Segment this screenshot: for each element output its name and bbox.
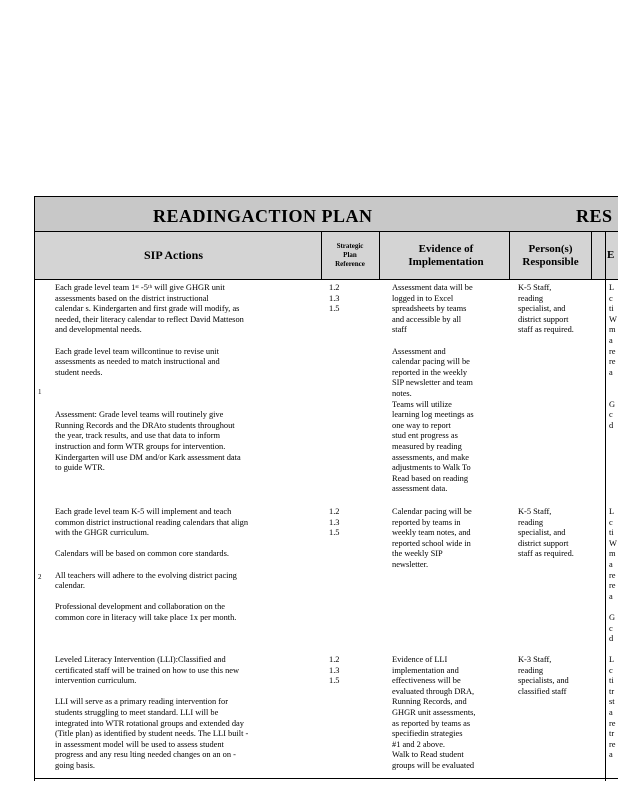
sip-action-text-line: student needs. — [55, 367, 103, 377]
evidence-text-line: specifiedin strategies — [392, 729, 463, 739]
evidence-text-line: spreadsheets by teams — [392, 304, 467, 314]
column-header-row — [35, 232, 618, 280]
cut-off-column-text-line: st — [609, 697, 615, 707]
sip-action-text-cell — [55, 507, 248, 624]
sip-action-text-line: Calendars will be based on common core standards. — [55, 549, 229, 559]
cut-off-column-text-line: re — [609, 739, 616, 749]
header-strategic-line: Plan — [343, 251, 357, 259]
cut-off-column-text-line: ti — [609, 304, 614, 314]
evidence-text-line: GHGR unit assessments, — [392, 707, 476, 717]
sip-action-text-line: Assessment: Grade level teams will routinely give — [55, 410, 224, 420]
sip-action-text-line: Professional development and collaboration on the — [55, 602, 226, 612]
evidence-text-line — [392, 336, 474, 347]
evidence-text-line: one way to report — [392, 420, 451, 430]
cut-off-column-text-line: re — [609, 570, 616, 580]
sip-action-text-line: calendar s. Kindergarten and first grade will modify, as — [55, 304, 240, 314]
cut-off-column-text-line: L — [609, 655, 615, 664]
sip-action-text-line: going basis. — [55, 760, 96, 770]
person-responsible-text-line: reading — [518, 517, 544, 527]
strategic-reference-line: 1.2 — [329, 507, 340, 516]
evidence-text-line: logged in to Excel — [392, 293, 454, 303]
column-divider — [509, 232, 510, 279]
sip-action-text-line: intervention curriculum. — [55, 676, 137, 686]
evidence-text-line: Read based on reading — [392, 473, 469, 483]
cut-off-column-text-line: d — [609, 420, 614, 430]
evidence-text-cell — [392, 655, 476, 772]
evidence-text-line: Running Records, and — [392, 697, 467, 707]
row-number: 1 — [38, 388, 42, 396]
sip-action-text-line: with the GHGR curriculum. — [55, 528, 149, 538]
cut-off-column-text-line: re — [609, 581, 616, 591]
cut-off-column-text-line: c — [609, 517, 613, 527]
cut-off-column-text-cell — [609, 507, 617, 645]
sip-action-text-line: assessments as needed to match instructional and — [55, 357, 220, 367]
header-persons-line: Responsible — [522, 255, 579, 268]
cut-off-column-text-line: W — [609, 538, 617, 548]
person-responsible-text-cell — [518, 507, 574, 560]
cut-off-column-text-line — [609, 602, 617, 613]
evidence-text-line: Assessment data will be — [392, 283, 473, 292]
cut-off-column-text-line — [609, 378, 617, 389]
evidence-text-line: assessments, and make — [392, 452, 469, 462]
cut-off-column-text-line: a — [609, 335, 613, 345]
evidence-text-line: stud ent progress as — [392, 431, 458, 441]
evidence-text-line: and accessible by all — [392, 314, 462, 324]
evidence-text-line: Evidence of LLI — [392, 655, 448, 664]
sip-action-text-line: assessments based on the district instructional — [55, 293, 209, 303]
person-responsible-text-line: staff as required. — [518, 549, 574, 559]
person-responsible-text-line: K-5 Staff, — [518, 507, 552, 516]
sip-action-text-line — [55, 378, 244, 389]
header-evidence-line: Evidence of — [418, 242, 474, 255]
cut-off-column-text-line: c — [609, 293, 613, 303]
cut-off-column-text-line: d — [609, 634, 614, 644]
evidence-text-line: Walk to Read student — [392, 750, 464, 760]
strategic-reference-line: 1.3 — [329, 665, 340, 675]
sip-action-text-line: Leveled Literacy Intervention (LLI):Classified and — [55, 655, 226, 664]
sip-action-text-line: Each grade level team K-5 will implement and teach — [55, 507, 232, 516]
sip-action-text-line — [55, 560, 248, 571]
person-responsible-text-line: specialist, and — [518, 304, 566, 314]
evidence-text-line: #1 and 2 above. — [392, 739, 446, 749]
column-divider — [605, 232, 606, 781]
row-number: 2 — [38, 573, 42, 581]
header-cut-off-column: E — [607, 249, 615, 261]
header-persons-responsible — [513, 232, 588, 279]
header-strategic-plan-reference — [325, 232, 375, 279]
sip-action-text-line: (Title plan) as identified by student needs. The LLI built - — [55, 729, 249, 739]
sip-action-text-line — [55, 389, 244, 400]
sip-action-text-line: calendar. — [55, 581, 85, 591]
sip-action-text-line: common core in literacy will take place 1x per month. — [55, 612, 237, 622]
sip-action-text-line: Kindergarten will use DM and/or Kark assessment data — [55, 452, 241, 462]
header-evidence — [387, 232, 505, 279]
sip-action-text-line: common district instructional reading calendars that align — [55, 517, 249, 527]
cut-off-column-text-cell — [609, 655, 616, 761]
evidence-text-line: Calendar pacing will be — [392, 507, 472, 516]
sip-action-text-line: LLI will serve as a primary reading intervention for — [55, 697, 229, 707]
person-responsible-text-line: staff as required. — [518, 325, 574, 335]
evidence-text-line: reported by teams in — [392, 517, 461, 527]
cut-off-column-text-line: ti — [609, 528, 614, 538]
cut-off-column-text-line: c — [609, 410, 613, 420]
evidence-text-line: implementation and — [392, 665, 459, 675]
evidence-text-line: Assessment and — [392, 346, 446, 356]
cut-off-column-text-line: a — [609, 367, 613, 377]
evidence-text-line: reported school wide in — [392, 538, 471, 548]
header-evidence-line: Implementation — [408, 255, 484, 268]
person-responsible-text-cell — [518, 283, 574, 336]
table-bottom-border — [35, 778, 618, 779]
person-responsible-text-line: K-3 Staff, — [518, 655, 552, 664]
evidence-text-line: SIP newsletter and team — [392, 378, 473, 388]
strategic-reference-line: 1.3 — [329, 517, 340, 527]
sip-action-text-line — [55, 592, 248, 603]
evidence-text-cell — [392, 283, 474, 495]
cut-off-column-text-line: re — [609, 718, 616, 728]
strategic-reference-cell — [329, 283, 339, 315]
cut-off-column-text-line: ti — [609, 676, 614, 686]
header-strategic-line: Strategic — [336, 242, 364, 250]
cut-off-column-text-line: c — [609, 665, 613, 675]
evidence-text-line: calendar pacing will be — [392, 357, 470, 367]
evidence-text-line: assessment data. — [392, 484, 448, 494]
cut-off-column-text-line: G — [609, 612, 616, 622]
person-responsible-text-line: reading — [518, 665, 544, 675]
cut-off-column-text-line: a — [609, 559, 613, 569]
column-divider — [591, 232, 592, 279]
cut-off-column-text-line — [609, 389, 617, 400]
cut-off-column-text-line: L — [609, 507, 615, 516]
person-responsible-text-line: district support — [518, 538, 569, 548]
sip-action-text-line: needed, their literacy calendar to reflect David Matteson — [55, 314, 244, 324]
column-divider — [379, 232, 380, 279]
cut-off-column-text-line: c — [609, 623, 613, 633]
person-responsible-text-line: specialists, and — [518, 676, 569, 686]
strategic-reference-cell — [329, 655, 339, 687]
cut-off-column-text-line: L — [609, 283, 615, 292]
sip-action-text-line: Running Records and the DRAto students throughout — [55, 420, 235, 430]
cut-off-column-text-line: m — [609, 325, 616, 335]
strategic-reference-line: 1.2 — [329, 655, 340, 664]
cut-off-column-text-line: G — [609, 399, 616, 409]
strategic-reference-line: 1.3 — [329, 293, 340, 303]
cut-off-column-text-line: W — [609, 314, 617, 324]
sip-action-text-line: Each grade level team 1ˢᵗ -5ᵗʰ will give GHGR unit — [55, 283, 225, 292]
cut-off-column-text-line: re — [609, 357, 616, 367]
sip-action-text-line: progress and any resu lting needed changes on an on - — [55, 750, 236, 760]
plan-title: READINGACTION PLAN — [153, 206, 373, 226]
person-responsible-text-line: reading — [518, 293, 544, 303]
sip-action-text-line: to guide WTR. — [55, 463, 105, 473]
strategic-reference-cell — [329, 507, 339, 539]
sip-action-text-line: and developmental needs. — [55, 325, 142, 335]
person-responsible-text-cell — [518, 655, 569, 697]
title-band — [35, 197, 618, 232]
evidence-text-line: staff — [392, 325, 407, 335]
evidence-text-line: adjustments to Walk To — [392, 463, 471, 473]
evidence-text-line: learning log meetings as — [392, 410, 474, 420]
strategic-reference-line: 1.2 — [329, 283, 340, 292]
evidence-text-line: the weekly SIP — [392, 549, 443, 559]
cut-off-column-text-line: a — [609, 591, 613, 601]
evidence-text-cell — [392, 507, 472, 571]
evidence-text-line: effectiveness will be — [392, 676, 461, 686]
sip-action-text-line: Each grade level team willcontinue to revise unit — [55, 346, 219, 356]
sip-action-text-line — [55, 539, 248, 550]
evidence-text-line: weekly team notes, and — [392, 528, 471, 538]
evidence-text-line: newsletter. — [392, 559, 429, 569]
evidence-text-line: as reported by teams as — [392, 718, 471, 728]
sip-action-text-line: in assessment model will be used to assess student — [55, 739, 224, 749]
person-responsible-text-line: specialist, and — [518, 528, 566, 538]
header-strategic-line: Reference — [335, 260, 365, 268]
cut-off-title: RES — [576, 206, 613, 226]
cut-off-column-text-line: tr — [609, 729, 615, 739]
evidence-text-line: Teams will utilize — [392, 399, 452, 409]
sip-action-text-cell — [55, 655, 248, 772]
cut-off-column-text-line: a — [609, 707, 613, 717]
person-responsible-text-line: classified staff — [518, 686, 567, 696]
evidence-text-line: reported in the weekly — [392, 367, 468, 377]
sip-action-text-line — [55, 400, 244, 411]
cut-off-column-text-line: m — [609, 549, 616, 559]
sip-action-text-line: integrated into WTR rotational groups and extended day — [55, 718, 244, 728]
person-responsible-text-line: district support — [518, 314, 569, 324]
cut-off-column-text-cell — [609, 283, 617, 431]
evidence-text-line: groups will be evaluated — [392, 760, 475, 770]
sip-action-text-line — [55, 336, 244, 347]
evidence-text-line: evaluated through DRA, — [392, 686, 475, 696]
strategic-reference-line: 1.5 — [329, 528, 340, 538]
sip-action-text-cell — [55, 283, 244, 474]
evidence-text-line: measured by reading — [392, 441, 462, 451]
person-responsible-text-line: K-5 Staff, — [518, 283, 552, 292]
column-divider — [321, 232, 322, 279]
sip-action-text-line — [55, 687, 248, 698]
strategic-reference-line: 1.5 — [329, 676, 340, 686]
evidence-text-line: notes. — [392, 388, 412, 398]
cut-off-column-text-line: re — [609, 346, 616, 356]
cut-off-column-text-line: tr — [609, 686, 615, 696]
sip-action-text-line: All teachers will adhere to the evolving district pacing — [55, 570, 237, 580]
header-persons-line: Person(s) — [528, 242, 573, 255]
sip-action-text-line: certificated staff will be trained on how to use this new — [55, 665, 240, 675]
strategic-reference-line: 1.5 — [329, 304, 340, 314]
cut-off-column-text-line: a — [609, 750, 613, 760]
sip-action-text-line: instruction and form WTR groups for intervention. — [55, 441, 226, 451]
sip-action-text-line: the year, track results, and use that data to inform — [55, 431, 221, 441]
header-sip-actions: SIP Actions — [143, 248, 203, 262]
sip-action-text-line: students struggling to meet standard. LLI will be — [55, 707, 219, 717]
